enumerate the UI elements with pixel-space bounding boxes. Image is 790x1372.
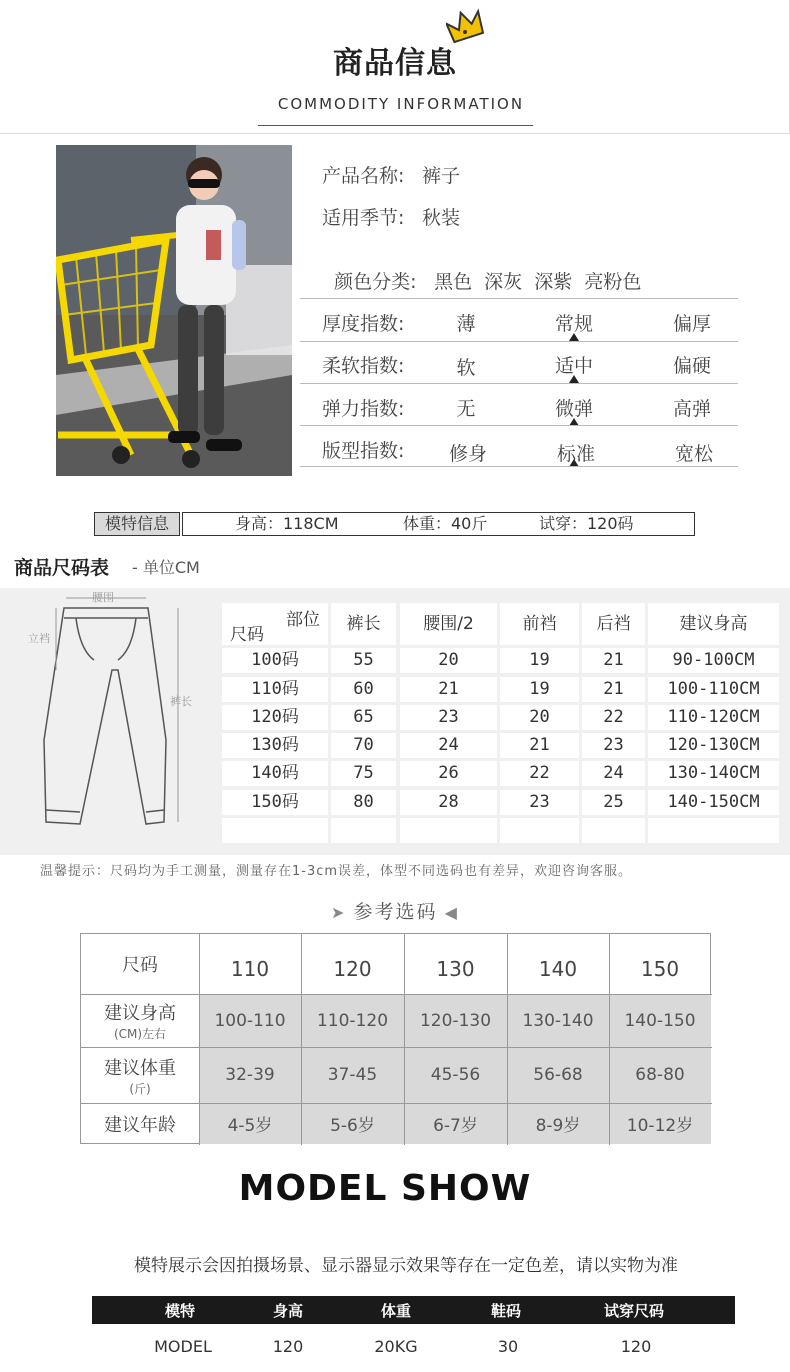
reference-grid-hline bbox=[81, 994, 712, 995]
reference-row-label: 建议年龄 bbox=[104, 1114, 176, 1136]
size-table-cell: 150码 bbox=[222, 790, 328, 815]
model-show-header: 试穿尺码 bbox=[603, 1302, 664, 1320]
size-notice: 温馨提示：尺码均为手工测量，测量存在1-3cm误差，体型不同选码也有差异，欢迎咨询客服。 bbox=[40, 864, 633, 879]
index-label-elasticity: 弹力指数: bbox=[322, 398, 405, 420]
model-show-note: 模特展示会因拍摄场景、显示器显示效果等存在一定色差，请以实物为准 bbox=[134, 1256, 678, 1276]
reference-value-cell bbox=[301, 1103, 404, 1144]
model-weight: 体重：40斤 bbox=[403, 514, 488, 533]
reference-row-label-cell bbox=[81, 1103, 199, 1144]
model-show-header: 体重 bbox=[380, 1302, 411, 1320]
size-table-cell: 21 bbox=[500, 733, 579, 758]
reference-row-label: 建议体重 bbox=[104, 1057, 176, 1079]
size-table-cell: 21 bbox=[582, 677, 645, 702]
size-table-cell: 23 bbox=[500, 790, 579, 815]
reference-size-label: 尺码 bbox=[122, 955, 158, 976]
index-option-selected: 常规 bbox=[554, 313, 593, 335]
reference-size-value: 120 bbox=[333, 957, 372, 981]
model-height: 身高：118CM bbox=[235, 514, 339, 533]
size-table-empty-cell bbox=[648, 818, 779, 843]
reference-size-value: 110 bbox=[230, 957, 270, 981]
reference-grid-vline bbox=[199, 934, 200, 1145]
index-divider bbox=[300, 341, 738, 342]
selected-marker-icon bbox=[569, 333, 579, 341]
reference-value: 100-110 bbox=[214, 1010, 286, 1031]
size-table-cell: 100码 bbox=[222, 648, 328, 673]
index-option: 偏厚 bbox=[672, 313, 711, 335]
reference-value: 56-68 bbox=[533, 1065, 583, 1085]
size-table-unit: - 单位CM bbox=[132, 558, 200, 577]
reference-value: 8-9岁 bbox=[535, 1116, 581, 1136]
product-photo bbox=[56, 145, 292, 476]
corner-top-label: 部位 bbox=[286, 610, 320, 630]
reference-value-cell bbox=[609, 1103, 711, 1144]
reference-title: ➤ 参考选码 ◀ bbox=[331, 901, 459, 923]
reference-grid-hline bbox=[81, 1047, 712, 1048]
reference-row-sublabel: (斤) bbox=[129, 1081, 151, 1096]
index-option: 软 bbox=[456, 357, 476, 379]
size-table-cell: 140-150CM bbox=[648, 790, 779, 815]
diagram-length-label: 裤长 bbox=[170, 695, 192, 708]
size-table-cell: 65 bbox=[331, 705, 396, 730]
reference-value-cell bbox=[404, 994, 507, 1047]
reference-value-cell bbox=[301, 994, 404, 1047]
size-table-empty-cell bbox=[500, 818, 579, 843]
pants-diagram-icon bbox=[26, 590, 206, 835]
size-table-cell: 24 bbox=[400, 733, 497, 758]
size-table-header: 裤长 bbox=[331, 603, 396, 645]
reference-row-label-cell bbox=[81, 994, 199, 1047]
index-option: 无 bbox=[456, 398, 476, 420]
diagram-waist-label: 腰围 bbox=[92, 591, 114, 604]
index-divider bbox=[300, 298, 738, 299]
size-table-empty-cell bbox=[222, 818, 328, 843]
model-show-header: 鞋码 bbox=[490, 1302, 521, 1320]
model-info-label: 模特信息 bbox=[94, 512, 180, 536]
size-table-cell: 75 bbox=[331, 761, 396, 786]
reference-value: 5-6岁 bbox=[330, 1116, 375, 1136]
reference-row-label: 建议身高 bbox=[104, 1003, 176, 1024]
reference-size-header bbox=[404, 934, 507, 994]
reference-value: 45-56 bbox=[430, 1065, 481, 1085]
index-option-selected: 微弹 bbox=[554, 398, 593, 420]
size-table-cell: 20 bbox=[500, 705, 579, 730]
header-subtitle: COMMODITY INFORMATION bbox=[277, 95, 525, 113]
index-label-fit: 版型指数: bbox=[322, 440, 405, 462]
header-underline bbox=[258, 125, 533, 126]
header-title: 商品信息 bbox=[333, 46, 457, 81]
selected-marker-icon bbox=[569, 375, 579, 383]
size-table-cell: 19 bbox=[500, 677, 579, 702]
index-divider bbox=[300, 383, 738, 384]
index-option-selected: 标准 bbox=[556, 443, 595, 465]
size-table-header: 后裆 bbox=[582, 603, 645, 645]
size-table-empty-cell bbox=[400, 818, 497, 843]
reference-value-cell bbox=[507, 1103, 609, 1144]
reference-value-cell bbox=[301, 1047, 404, 1103]
index-label-thickness: 厚度指数: bbox=[322, 313, 405, 335]
size-table-cell: 110码 bbox=[222, 677, 328, 702]
index-option: 修身 bbox=[448, 443, 487, 465]
reference-row-label-cell bbox=[81, 1047, 199, 1103]
model-show-title: MODEL SHOW bbox=[238, 1168, 532, 1209]
reference-size-header bbox=[301, 934, 404, 994]
reference-value: 4-5岁 bbox=[227, 1116, 273, 1136]
model-info-box bbox=[182, 512, 695, 536]
reference-grid-vline bbox=[404, 934, 405, 1145]
size-table-cell: 130码 bbox=[222, 733, 328, 758]
index-option: 薄 bbox=[456, 313, 476, 335]
size-table-cell: 22 bbox=[582, 705, 645, 730]
reference-size-label-cell bbox=[81, 934, 199, 994]
reference-grid-vline bbox=[301, 934, 302, 1145]
size-table-cell: 60 bbox=[331, 677, 396, 702]
size-table-cell: 26 bbox=[400, 761, 497, 786]
model-show-header: 模特 bbox=[164, 1302, 195, 1320]
reference-grid-vline bbox=[609, 934, 610, 1145]
model-show-value: 30 bbox=[497, 1337, 519, 1356]
crown-icon bbox=[446, 8, 486, 44]
reference-value-cell bbox=[199, 1103, 301, 1144]
size-table-cell: 22 bbox=[500, 761, 579, 786]
reference-size-value: 130 bbox=[436, 957, 475, 981]
reference-value: 32-39 bbox=[225, 1065, 275, 1085]
index-divider bbox=[300, 425, 738, 426]
model-show-header: 身高 bbox=[272, 1302, 303, 1320]
reference-grid-hline bbox=[81, 1103, 712, 1104]
model-show-value: 20KG bbox=[374, 1337, 418, 1356]
arrow-left-icon: ◀ bbox=[437, 903, 459, 922]
size-table-cell: 130-140CM bbox=[648, 761, 779, 786]
diagram-rise-label: 立裆 bbox=[28, 632, 50, 645]
reference-value-cell bbox=[199, 994, 301, 1047]
index-divider bbox=[300, 466, 738, 467]
corner-bottom-label: 尺码 bbox=[230, 625, 264, 645]
size-table-header: 腰围/2 bbox=[400, 603, 497, 645]
info-row-name: 产品名称: 裤子 bbox=[322, 165, 461, 187]
size-table-cell: 23 bbox=[582, 733, 645, 758]
info-row-colors: 颜色分类: 黑色 深灰 深紫 亮粉色 bbox=[334, 271, 642, 293]
reference-value-cell bbox=[404, 1103, 507, 1144]
index-option: 偏硬 bbox=[672, 355, 711, 377]
size-table-empty-cell bbox=[331, 818, 396, 843]
reference-value-cell bbox=[507, 1047, 609, 1103]
arrow-right-icon: ➤ bbox=[331, 903, 354, 922]
size-table-cell: 90-100CM bbox=[648, 648, 779, 673]
reference-value: 110-120 bbox=[316, 1010, 389, 1031]
size-table-cell: 19 bbox=[500, 648, 579, 673]
index-option-selected: 适中 bbox=[554, 355, 593, 377]
reference-value: 120-130 bbox=[419, 1010, 492, 1031]
size-table-cell: 140码 bbox=[222, 761, 328, 786]
index-option: 高弹 bbox=[672, 398, 711, 420]
index-label-softness: 柔软指数: bbox=[322, 355, 405, 377]
reference-value: 130-140 bbox=[522, 1010, 594, 1031]
reference-row-sublabel: (CM)左右 bbox=[113, 1027, 167, 1041]
size-table-cell: 120码 bbox=[222, 705, 328, 730]
size-table-cell: 80 bbox=[331, 790, 396, 815]
size-table-empty-cell bbox=[582, 818, 645, 843]
size-table-title: 商品尺码表 bbox=[14, 557, 110, 579]
size-table-corner bbox=[222, 603, 328, 645]
model-tryon: 试穿：120码 bbox=[539, 514, 634, 533]
size-table-cell: 21 bbox=[582, 648, 645, 673]
reference-value-cell bbox=[507, 994, 609, 1047]
size-table-cell: 28 bbox=[400, 790, 497, 815]
size-table-cell: 20 bbox=[400, 648, 497, 673]
reference-grid-vline bbox=[507, 934, 508, 1145]
size-table-header: 建议身高 bbox=[648, 603, 779, 645]
reference-size-header bbox=[199, 934, 301, 994]
reference-value-cell bbox=[199, 1047, 301, 1103]
reference-size-header bbox=[609, 934, 711, 994]
reference-value: 10-12岁 bbox=[626, 1116, 694, 1136]
model-show-value: 120 bbox=[620, 1337, 652, 1356]
reference-size-value: 150 bbox=[640, 957, 680, 981]
reference-value: 68-80 bbox=[635, 1065, 685, 1085]
size-table-cell: 25 bbox=[582, 790, 645, 815]
size-table-cell: 55 bbox=[331, 648, 396, 673]
index-option: 宽松 bbox=[674, 443, 713, 465]
size-table-cell: 23 bbox=[400, 705, 497, 730]
size-table-cell: 100-110CM bbox=[648, 677, 779, 702]
size-table-cell: 110-120CM bbox=[648, 705, 779, 730]
size-table-header: 前裆 bbox=[500, 603, 579, 645]
size-table-cell: 24 bbox=[582, 761, 645, 786]
reference-table bbox=[80, 933, 711, 1144]
reference-size-value: 140 bbox=[538, 957, 578, 981]
size-table-cell: 120-130CM bbox=[648, 733, 779, 758]
reference-value: 37-45 bbox=[327, 1065, 378, 1085]
reference-value-cell bbox=[609, 1047, 711, 1103]
reference-size-header bbox=[507, 934, 609, 994]
size-table-cell: 21 bbox=[400, 677, 497, 702]
size-table-cell: 70 bbox=[331, 733, 396, 758]
model-show-value: MODEL bbox=[154, 1337, 212, 1356]
reference-value-cell bbox=[404, 1047, 507, 1103]
reference-value: 6-7岁 bbox=[433, 1116, 478, 1136]
info-row-season: 适用季节: 秋装 bbox=[322, 207, 461, 229]
model-show-value: 120 bbox=[272, 1337, 304, 1356]
reference-value: 140-150 bbox=[624, 1010, 696, 1031]
reference-value-cell bbox=[609, 994, 711, 1047]
